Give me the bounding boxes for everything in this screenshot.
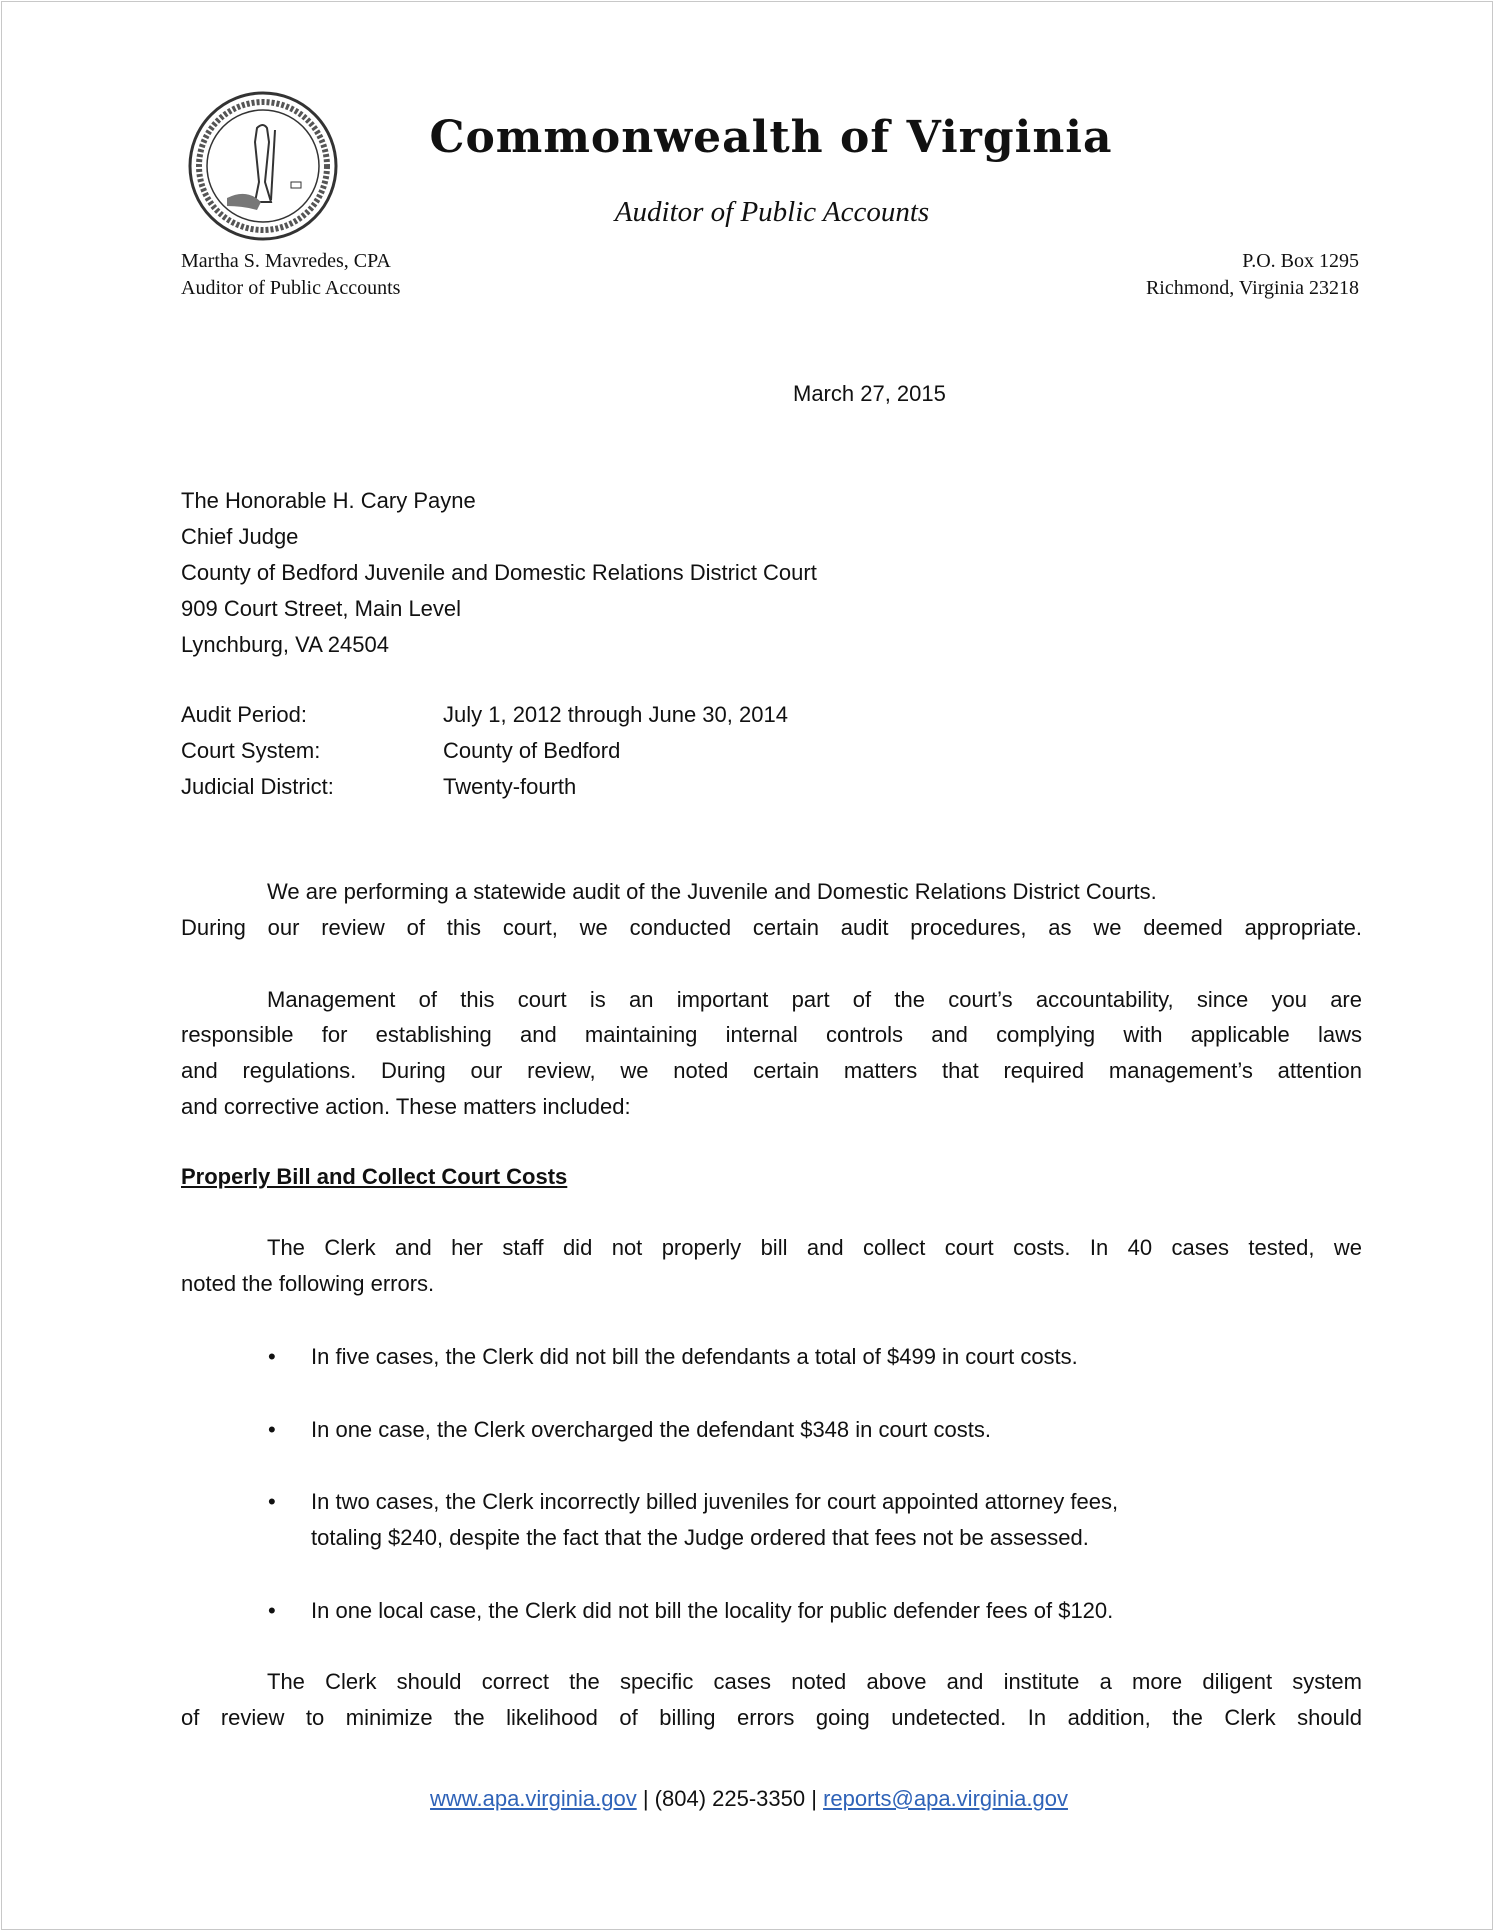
- list-item: In one local case, the Clerk did not bill the locality for public defender fees of $120.: [311, 1598, 1114, 1623]
- auditor-block: [181, 248, 400, 302]
- paragraph-2-line: and regulations. During our review, we noted certain matters that required management’s attention: [181, 1058, 1362, 1083]
- section-heading: Properly Bill and Collect Court Costs: [181, 1164, 568, 1189]
- recipient-line: Chief Judge: [181, 524, 299, 549]
- paragraph-2-line: responsible for establishing and maintaining internal controls and complying with applicable laws: [181, 1022, 1362, 1047]
- phone-number: (804) 225-3350: [654, 1786, 806, 1811]
- judicial-district-label: Judicial District:: [181, 774, 334, 799]
- footer: [2, 1784, 1494, 1814]
- recipient-line: The Honorable H. Cary Payne: [181, 488, 476, 513]
- email-link[interactable]: reports@apa.virginia.gov: [823, 1786, 1068, 1811]
- list-item-continued: totaling $240, despite the fact that the Judge ordered that fees not be assessed.: [311, 1525, 1089, 1550]
- recipient-line: County of Bedford Juvenile and Domestic Relations District Court: [181, 560, 817, 585]
- po-box: P.O. Box 1295: [1242, 250, 1359, 272]
- paragraph-1-line: During our review of this court, we conducted certain audit procedures, as we deemed appropriate.: [181, 915, 1362, 940]
- mailing-address: [1146, 248, 1359, 302]
- bullet-icon: •: [268, 1598, 276, 1623]
- paragraph-3-line: noted the following errors.: [181, 1271, 435, 1296]
- bullet-icon: •: [268, 1489, 276, 1514]
- recipient-line: Lynchburg, VA 24504: [181, 632, 389, 657]
- list-item: In two cases, the Clerk incorrectly billed juveniles for court appointed attorney fees,: [311, 1489, 1119, 1514]
- paragraph-1-line: We are performing a statewide audit of the Juvenile and Domestic Relations District Courts.: [267, 879, 1157, 904]
- court-system-label: Court System:: [181, 738, 321, 763]
- paragraph-3-line: The Clerk and her staff did not properly bill and collect court costs. In 40 cases tested, we: [267, 1235, 1362, 1260]
- audit-period-value: July 1, 2012 through June 30, 2014: [443, 702, 788, 727]
- list-item: In one case, the Clerk overcharged the defendant $348 in court costs.: [311, 1417, 991, 1442]
- website-link[interactable]: www.apa.virginia.gov: [430, 1786, 637, 1811]
- auditor-title: Auditor of Public Accounts: [181, 277, 401, 299]
- bullet-icon: •: [268, 1417, 276, 1442]
- footer-separator: |: [805, 1786, 824, 1811]
- auditor-name: Martha S. Mavredes, CPA: [181, 250, 391, 272]
- judicial-district-value: Twenty-fourth: [443, 774, 577, 799]
- letter-page: [1, 1, 1493, 1930]
- paragraph-4-line: The Clerk should correct the specific cases noted above and institute a more diligent system: [267, 1669, 1362, 1694]
- paragraph-2-line: Management of this court is an important part of the court’s accountability, since you are: [267, 987, 1362, 1012]
- letterhead-title: Commonwealth of Virginia: [429, 112, 1113, 163]
- letterhead-subtitle: Auditor of Public Accounts: [614, 196, 930, 228]
- letter-date: March 27, 2015: [793, 381, 946, 406]
- bullet-icon: •: [268, 1344, 276, 1369]
- audit-info: [181, 700, 788, 808]
- city-state-zip: Richmond, Virginia 23218: [1145, 277, 1359, 299]
- court-system-value: County of Bedford: [443, 738, 621, 763]
- list-item: In five cases, the Clerk did not bill the defendants a total of $499 in court costs.: [311, 1344, 1078, 1369]
- paragraph-2-line: and corrective action. These matters included:: [181, 1094, 631, 1119]
- recipient-line: 909 Court Street, Main Level: [181, 596, 462, 621]
- recipient-address: [181, 486, 817, 666]
- footer-separator: |: [636, 1786, 655, 1811]
- audit-period-label: Audit Period:: [181, 702, 307, 727]
- paragraph-4-line: of review to minimize the likelihood of billing errors going undetected. In addition, the Clerk should: [181, 1705, 1362, 1730]
